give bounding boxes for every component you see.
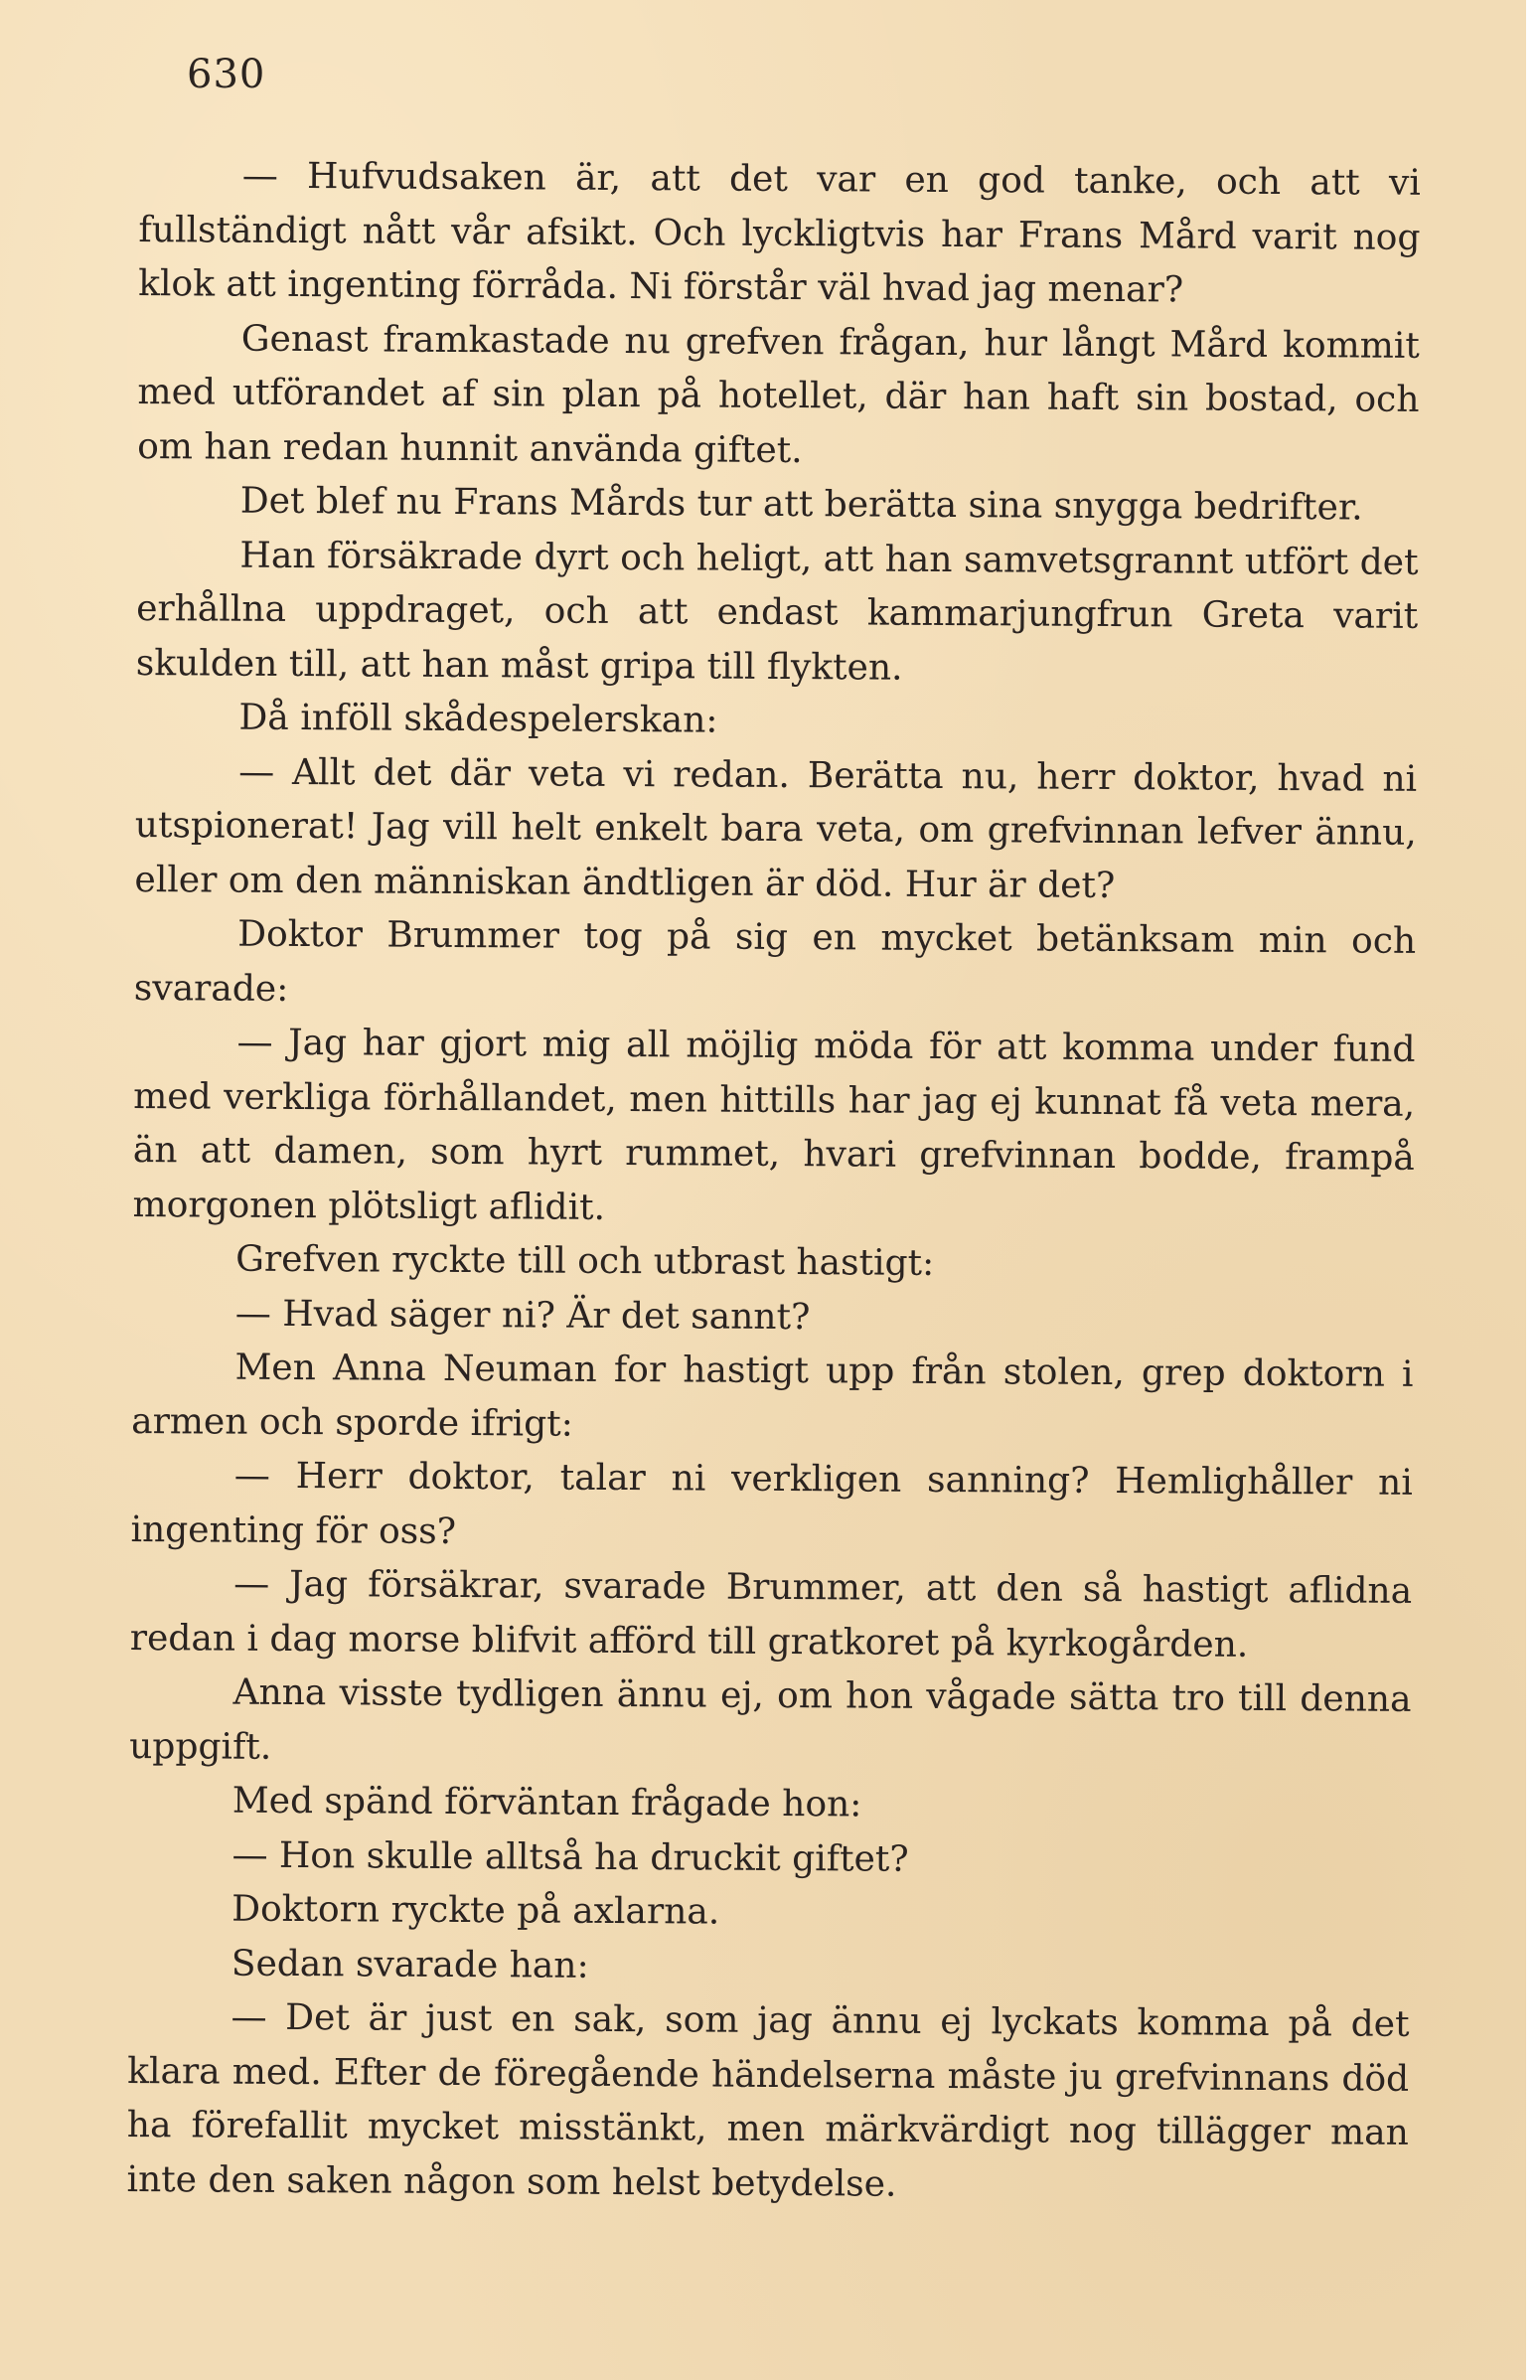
paragraph: — Hon skulle alltså ha druckit giftet? bbox=[231, 1834, 909, 1880]
paragraph: Då inföll skådespelerskan: bbox=[238, 697, 718, 741]
paragraph: — Allt det där veta vi redan. Berätta nu, herr doktor, hvad ni utspionerat! Jag vill helt enkelt bara veta, om grefvinnan lefver ännu, eller om den människan ändtligen är död. Hur är det? bbox=[134, 751, 1418, 906]
paragraph: — Hvad säger ni? Är det sannt? bbox=[234, 1293, 811, 1338]
page-body-text bbox=[126, 149, 1421, 2215]
paragraph: — Det är just en sak, som jag ännu ej lyckats komma på det klara med. Efter de föregående händelserna måste ju grefvinnans död ha förefallit mycket misstänkt, men märkvärdigt nog tillägger man inte den saken någon som helst betydelse. bbox=[126, 1996, 1410, 2205]
paragraph: Doktorn ryckte på axlarna. bbox=[231, 1888, 720, 1933]
paragraph: Grefven ryckte till och utbrast hastigt: bbox=[235, 1238, 935, 1284]
paragraph: — Jag har gjort mig all möjlig möda för att komma under fund med verkliga förhållandet, men hittills har jag ej kunnat få veta mera, än att damen, som hyrt rummet, hvari grefvinnan bodde, frampå morgonen plötsligt aflidit. bbox=[132, 1022, 1416, 1228]
page-number: 630 bbox=[187, 52, 266, 97]
paragraph: Med spänd förväntan frågade hon: bbox=[231, 1780, 862, 1825]
paragraph: Doktor Brummer tog på sig en mycket betänksam min och svarade: bbox=[133, 913, 1417, 1010]
paragraph: Anna visste tydligen ännu ej, om hon vågade sätta tro till denna uppgift. bbox=[129, 1671, 1412, 1768]
paragraph: Genast framkastade nu grefven frågan, hur långt Mård kommit med utförandet af sin plan på hotellet, där han haft sin bostad, och om han redan hunnit använda giftet. bbox=[137, 318, 1420, 471]
paragraph: Det blef nu Frans Mårds tur att berätta sina snygga bedrifter. bbox=[239, 480, 1363, 529]
paragraph: Men Anna Neuman for hastigt upp från stolen, grep doktorn i armen och sporde ifrigt: bbox=[131, 1347, 1414, 1445]
paragraph: Sedan svarade han: bbox=[231, 1943, 589, 1986]
paragraph: — Hufvudsaken är, att det var en god tanke, och att vi fullständigt nått vår afsikt. Och lyckligtvis har Frans Mård varit nog klok att ingenting förråda. Ni förstår väl hvad jag menar? bbox=[138, 155, 1421, 311]
paragraph: Han försäkrade dyrt och heligt, att han samvetsgrannt utfört det erhållna uppdraget, och att endast kammarjungfrun Greta varit skulden till, att han måst gripa till flykten. bbox=[135, 535, 1419, 689]
paragraph: — Jag försäkrar, svarade Brummer, att den så hastigt aflidna redan i dag morse blifvit afförd till gratkoret på kyrkogården. bbox=[129, 1563, 1413, 1666]
paragraph: — Herr doktor, talar ni verkligen sanning? Hemlighåller ni ingenting för oss? bbox=[130, 1455, 1413, 1552]
